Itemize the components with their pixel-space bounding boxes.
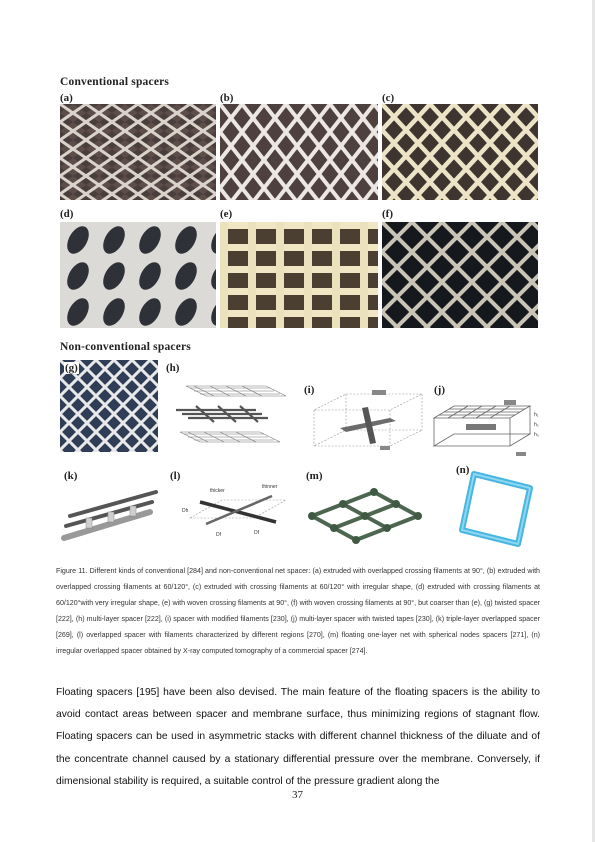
diagram-spacer-l	[176, 478, 296, 544]
label-dh: Dh	[182, 508, 189, 514]
photo-spacer-e	[220, 222, 378, 328]
label-thicker: thicker	[210, 488, 225, 494]
label-thinner: thinner	[262, 484, 278, 490]
panel-label-a: (a)	[60, 92, 73, 104]
body-paragraph: Floating spacers [195] have been also devised. The main feature of the floating spacers is the ability to avoid contact areas between spacer and membrane surface, thus minimizing regions of stagnant flow. Floating spacers can be used in asymmetric stacks with different channel thickness of the diluate and of the concentrate channel caused by a stationary differential pressure over the membrane. Conversely, if dimensional stability is required, a suitable control of the pressure gradient along the	[56, 687, 540, 787]
photo-spacer-a	[60, 104, 216, 200]
panel-label-f: (f)	[382, 208, 393, 220]
label-h2: h₂	[534, 422, 539, 428]
label-h1: h₁	[534, 412, 539, 418]
page-number: 37	[292, 789, 303, 801]
panel-label-m: (m)	[306, 470, 323, 482]
photo-spacer-d	[60, 222, 216, 328]
panel-label-j: (j)	[434, 384, 445, 396]
diagram-spacer-i	[310, 388, 428, 458]
panel-label-c: (c)	[382, 92, 395, 104]
photo-spacer-b	[220, 104, 378, 200]
diagram-spacer-j	[430, 394, 542, 464]
non-conventional-spacers-heading: Non-conventional spacers	[60, 341, 191, 353]
figure-caption: Figure 11. Different kinds of conventional [284] and non-conventional net spacer: (a) extruded with overlapped crossing filaments at 90°, (b) extruded with overlapped crossing filaments at 60/120°, (c) extruded with crossing filaments at 60/120° with irregular shape, (d) extruded with crossing filaments at 60/120°with very irregular shape, (e) with woven crossing filaments at 90°, (f) with woven crossing filaments at 90°, but coarser than (e), (g) twisted spacer [222], (h) multi-layer spacer [222], (i) spacer with modified filaments [230], (j) multi-layer spacer with twisted tapes [230], (k) triple-layer overlapped spacer [269], (l) overlapped spacer with filaments characterized by different regions [270], (m) floating one-layer net with spherical nodes spacers [271], (n) irregular overlapped spacer obtained by X-ray computed tomography of a commercial spacer [274].	[56, 567, 540, 655]
photo-spacer-f	[382, 222, 538, 328]
render-spacer-n	[454, 470, 540, 550]
panel-label-b: (b)	[220, 92, 234, 104]
panel-label-h: (h)	[166, 362, 180, 374]
conventional-spacers-heading: Conventional spacers	[60, 76, 170, 88]
panel-label-i: (i)	[304, 384, 315, 396]
label-h3: h₃	[534, 432, 539, 438]
label-df-2: Df	[254, 530, 259, 536]
diagram-spacer-h	[166, 374, 296, 456]
panel-label-k: (k)	[64, 470, 78, 482]
diagram-spacer-k	[60, 482, 160, 544]
label-df: Df	[216, 532, 221, 538]
panel-label-l: (l)	[170, 470, 181, 482]
panel-label-e: (e)	[220, 208, 233, 220]
diagram-spacer-m	[304, 478, 444, 546]
photo-spacer-c	[382, 104, 538, 200]
panel-label-g: (g)	[65, 362, 78, 374]
panel-label-d: (d)	[60, 208, 74, 220]
panel-label-n: (n)	[456, 464, 470, 476]
